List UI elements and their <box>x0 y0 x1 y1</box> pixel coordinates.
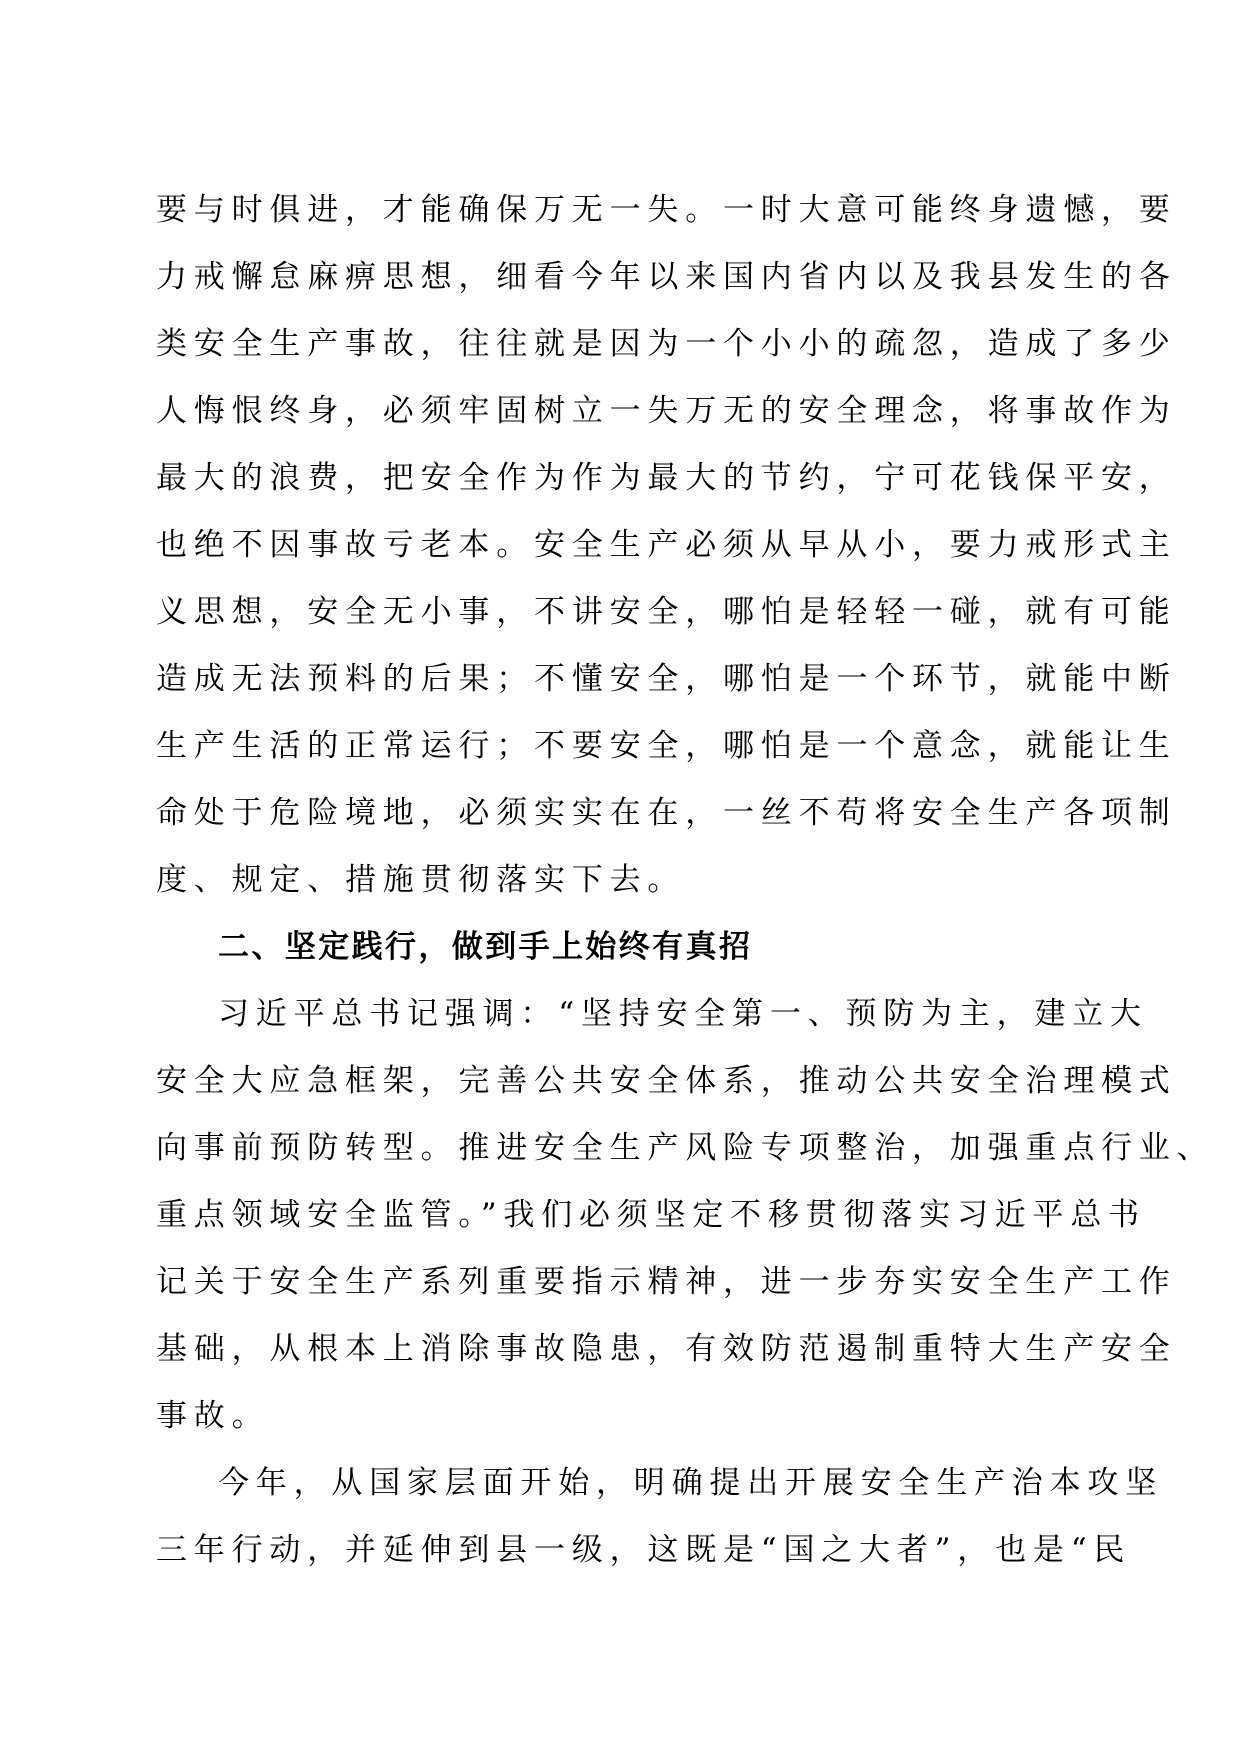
section-heading: 二、坚定践行，做到手上始终有真招 <box>218 929 753 965</box>
body-text-line: 向事前预防转型。推进安全生产风险专项整治，加强重点行业、 <box>156 1130 1215 1166</box>
body-text-line: 生产生活的正常运行；不要安全，哪怕是一个意念，就能让生 <box>156 728 1177 764</box>
body-text-line: 度、规定、措施贯彻落实下去。 <box>156 862 686 898</box>
body-text-line: 命处于危险境地，必须实实在在，一丝不苟将安全生产各项制 <box>156 795 1177 831</box>
body-text-line: 造成无法预料的后果；不懂安全，哪怕是一个环节，就能中断 <box>156 661 1177 697</box>
body-text-line: 最大的浪费，把安全作为作为最大的节约，宁可花钱保平安， <box>156 460 1177 496</box>
body-text-line: 要与时俱进，才能确保万无一失。一时大意可能终身遗憾，要 <box>156 192 1177 228</box>
body-text-line: 人悔恨终身，必须牢固树立一失万无的安全理念，将事故作为 <box>156 393 1177 429</box>
body-text-line: 基础，从根本上消除事故隐患，有效防范遏制重特大生产安全 <box>156 1331 1177 1367</box>
body-text-line: 重点领域安全监管。”我们必须坚定不移贯彻落实习近平总书 <box>156 1197 1146 1233</box>
body-text-line: 安全大应急框架，完善公共安全体系，推动公共安全治理模式 <box>156 1063 1177 1099</box>
body-text-line: 记关于安全生产系列重要指示精神，进一步夯实安全生产工作 <box>156 1264 1177 1300</box>
paragraph-first-line: 习近平总书记强调：“坚持安全第一、预防为主，建立大 <box>218 996 1148 1032</box>
body-text-line: 义思想，安全无小事，不讲安全，哪怕是轻轻一碰，就有可能 <box>156 594 1177 630</box>
body-text-line: 类安全生产事故，往往就是因为一个小小的疏忽，造成了多少 <box>156 326 1177 362</box>
body-text-line: 三年行动，并延伸到县一级，这既是“国之大者”，也是“民 <box>156 1532 1132 1568</box>
body-text-line: 也绝不因事故亏老本。安全生产必须从早从小，要力戒形式主 <box>156 527 1177 563</box>
body-text-line: 力戒懈怠麻痹思想，细看今年以来国内省内以及我县发生的各 <box>156 259 1177 295</box>
paragraph-first-line: 今年，从国家层面开始，明确提出开展安全生产治本攻坚 <box>218 1465 1163 1501</box>
body-text-line: 事故。 <box>156 1398 270 1434</box>
